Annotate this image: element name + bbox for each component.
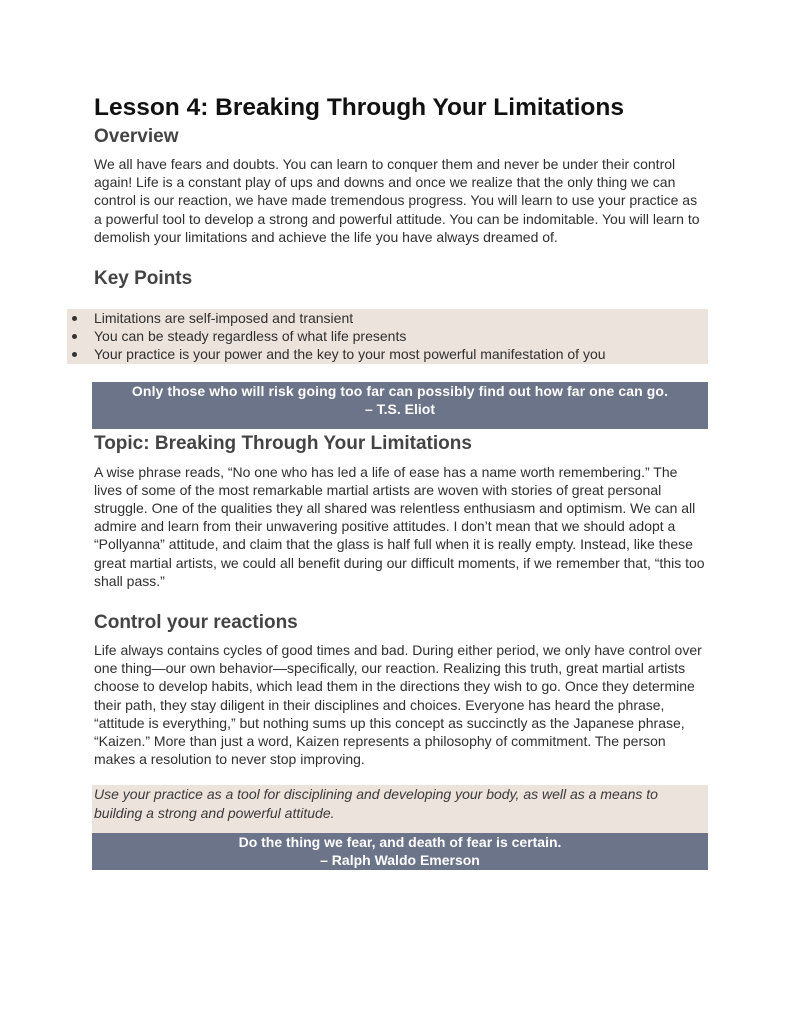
bullet-icon — [72, 352, 77, 357]
control-heading: Control your reactions — [94, 612, 298, 634]
quote-text: Only those who will risk going too far can possibly find out how far one can go. — [131, 382, 669, 399]
key-point-item — [67, 345, 708, 363]
quote-text: Do the thing we fear, and death of fear is certain. — [238, 834, 562, 851]
key-point-item — [67, 309, 708, 327]
key-point-item — [67, 327, 708, 345]
key-point-text: Your practice is your power and the key to your most powerful manifestation of you — [94, 346, 606, 363]
quote-author: – Ralph Waldo Emerson — [320, 852, 480, 869]
key-points-heading: Key Points — [94, 268, 193, 290]
quote-author: – T.S. Eliot — [364, 400, 435, 417]
key-point-text: You can be steady regardless of what life presents — [94, 328, 407, 345]
key-points-list — [67, 309, 708, 364]
topic-heading: Topic: Breaking Through Your Limitations — [94, 432, 472, 454]
topic-paragraph: A wise phrase reads, “No one who has led a life of ease has a name worth remembering.” The lives of some of the most remarkable martial artists are woven with stories of great personal struggle. One of the qualities they all shared was relentless enthusiasm and optimism. We can all admire and learn from their unwavering positive attitudes. I don’t mean that we should adopt a “Pollyanna” attitude, and claim that the glass is half full when it is really empty. Instead, like these great martial artists, we could all benefit during our difficult moments, if we remember that, “this too shall pass.” — [94, 463, 705, 589]
bullet-icon — [72, 334, 77, 339]
overview-heading: Overview — [94, 126, 179, 147]
control-paragraph: Life always contains cycles of good times and bad. During either period, we only have control over one thing—our own behavior—specifically, our reaction. Realizing this truth, great martial artists choose to develop habits, which lead them in the directions they wish to go. Once they determine their path, they stay diligent in their disciplines and choices. Everyone has heard the phrase, “attitude is everything,” but nothing sums up this concept as succinctly as the Japanese phrase, “Kaizen.” More than just a word, Kaizen represents a philosophy of commitment. The person makes a resolution to never stop improving. — [94, 642, 702, 768]
page-title: Lesson 4: Breaking Through Your Limitations — [94, 94, 624, 121]
quote-block-eliot — [92, 382, 708, 429]
bullet-icon — [72, 316, 77, 321]
practice-callout: Use your practice as a tool for disciplining and developing your body, as well as a means to building a strong and powerful attitude. — [92, 785, 708, 833]
lesson-page — [94, 92, 708, 870]
key-point-text: Limitations are self-imposed and transient — [94, 310, 354, 327]
quote-block-emerson — [92, 833, 708, 870]
overview-paragraph: We all have fears and doubts. You can learn to conquer them and never be under their control again! Life is a constant play of ups and downs and once we realize that the only thing we can control is our reaction, we have made tremendous progress. You will learn to use your practice as a powerful tool to develop a strong and powerful attitude. You can be indomitable. You will learn to demolish your limitations and achieve the life you have always dreamed of. — [94, 156, 700, 245]
